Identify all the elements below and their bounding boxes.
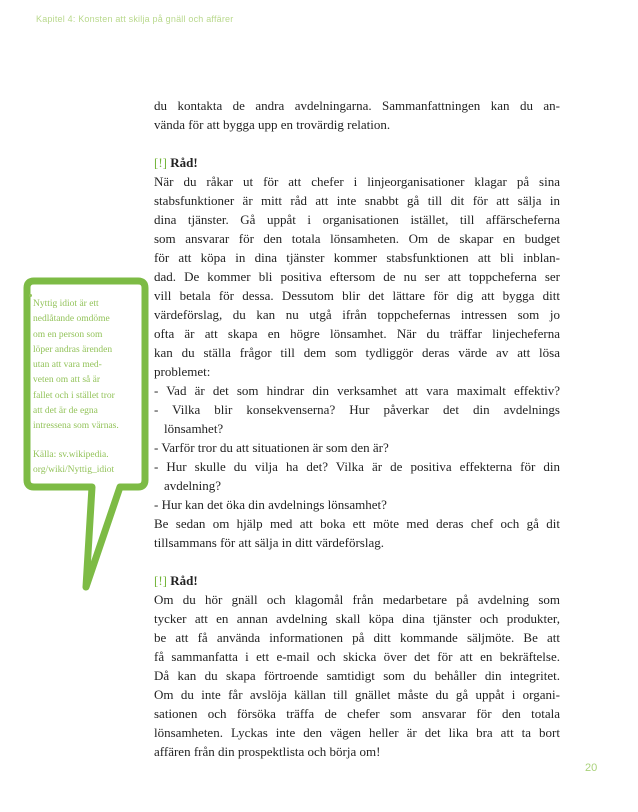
note-line: veten om att så är [33, 375, 101, 386]
body-line: vill betala för dessa. Dessutom blir det lättare för dig att bygga ditt [154, 288, 560, 303]
body-line: problemet: [154, 364, 211, 379]
page-number: 20 [585, 762, 598, 774]
body-line: Då kan du skapa förtroende samtidigt som du behåller din integritet. [154, 668, 560, 683]
tip-marker-icon: [!] [154, 573, 167, 588]
question-line: lönsamhet? [164, 421, 224, 436]
note-source: Källa: sv.wikipedia. [33, 449, 109, 460]
body-line: värdeförslag, du kan nu utgå ifrån toppchefernas intressen som jo [154, 307, 560, 322]
note-line: fallet och i stället tror [33, 390, 115, 401]
note-source-url: org/wiki/Nyttig_idiot [33, 464, 115, 475]
body-line: kan du ställa frågor till dem som tydliggör deras värde av att lösa [154, 345, 560, 360]
tip-label: Råd! [170, 573, 198, 588]
main-text-column [154, 96, 560, 761]
body-line: När du råkar ut för att chefer i linjeorganisationer klagar på sina [154, 174, 560, 189]
running-header: Kapitel 4: Konsten att skilja på gnäll och affärer [36, 14, 234, 24]
note-line: Nyttig idiot är ett [33, 299, 99, 309]
body-line: dad. De kommer bli positiva eftersom de nu ser att toppcheferna ser [154, 269, 560, 284]
body-line: stabsfunktioner är mitt råd att inte snabbt gå till dit för att sälja in [154, 193, 560, 208]
body-line: lönsamheten. Lyckas inte den vägen heller är det lika bra att ta bort [154, 725, 560, 740]
body-line: dina tjänster. Gå uppåt i organisationen istället, till affärscheferna [154, 212, 560, 227]
body-line: be att få använda informationen på ditt kommande säljmöte. Be att [154, 630, 560, 645]
body-line: affären från din prospektlista och börja om! [154, 744, 381, 759]
body-line: Om du inte får avslöja källan till gnället måste du gå uppåt i organi- [154, 687, 560, 702]
body-line: Om du hör gnäll och klagomål från medarbetare på avdelning som [154, 592, 560, 607]
note-line: intressena som värnas. [33, 421, 119, 432]
tip-marker-icon: [!] [154, 155, 167, 170]
question-line: - Hur skulle du vilja ha det? Vilka är de positiva effekterna för din [154, 459, 560, 474]
body-line: ofta är att skapa en högre lönsamhet. När du träffar linjecheferna [154, 326, 560, 341]
body-line: som ansvarar för den totala lönsamheten. Om de skapar en budget [154, 231, 560, 246]
note-line: om en person som [33, 329, 103, 340]
body-line: du kontakta de andra avdelningarna. Sammanfattningen kan du an- [154, 98, 560, 113]
body-line: Be sedan om hjälp med att boka ett möte med deras chef och gå dit [154, 516, 560, 531]
note-line: nedlåtande omdöme [33, 314, 110, 325]
body-line: sationen och försöka träffa de chefer som ansvarar för den totala [154, 706, 560, 721]
note-line: löper andras ärenden [33, 344, 113, 355]
note-line: utan att vara med- [33, 360, 102, 371]
sidebar-definition-note [33, 297, 143, 478]
question-line: - Hur kan det öka din avdelnings lönsamhet? [154, 497, 387, 512]
question-line: - Varför tror du att situationen är som den är? [154, 440, 389, 455]
question-line: - Vad är det som hindrar din verksamhet att vara maximalt effektiv? [154, 383, 560, 398]
note-bullet [29, 294, 32, 297]
note-line: att det är de egna [33, 406, 98, 417]
body-line: tycker att en annan avdelning skall köpa dina tjänster och produkter, [154, 611, 560, 626]
question-line: avdelning? [164, 478, 222, 493]
body-line: för att köpa in dina tjänster kommer stabsfunktionen att bli inblan- [154, 250, 560, 265]
tip-heading [154, 571, 560, 590]
body-line: få sammanfatta i ett e-mail och skicka över det för att en bekräftelse. [154, 649, 560, 664]
tip-heading [154, 153, 560, 172]
body-line: tillsammans för att sälja in ditt värdeförslag. [154, 535, 384, 550]
tip-label: Råd! [170, 155, 198, 170]
body-line: vända för att bygga upp en trovärdig relation. [154, 117, 391, 132]
question-line: - Vilka blir konsekvenserna? Hur påverkar det din avdelnings [154, 402, 560, 417]
